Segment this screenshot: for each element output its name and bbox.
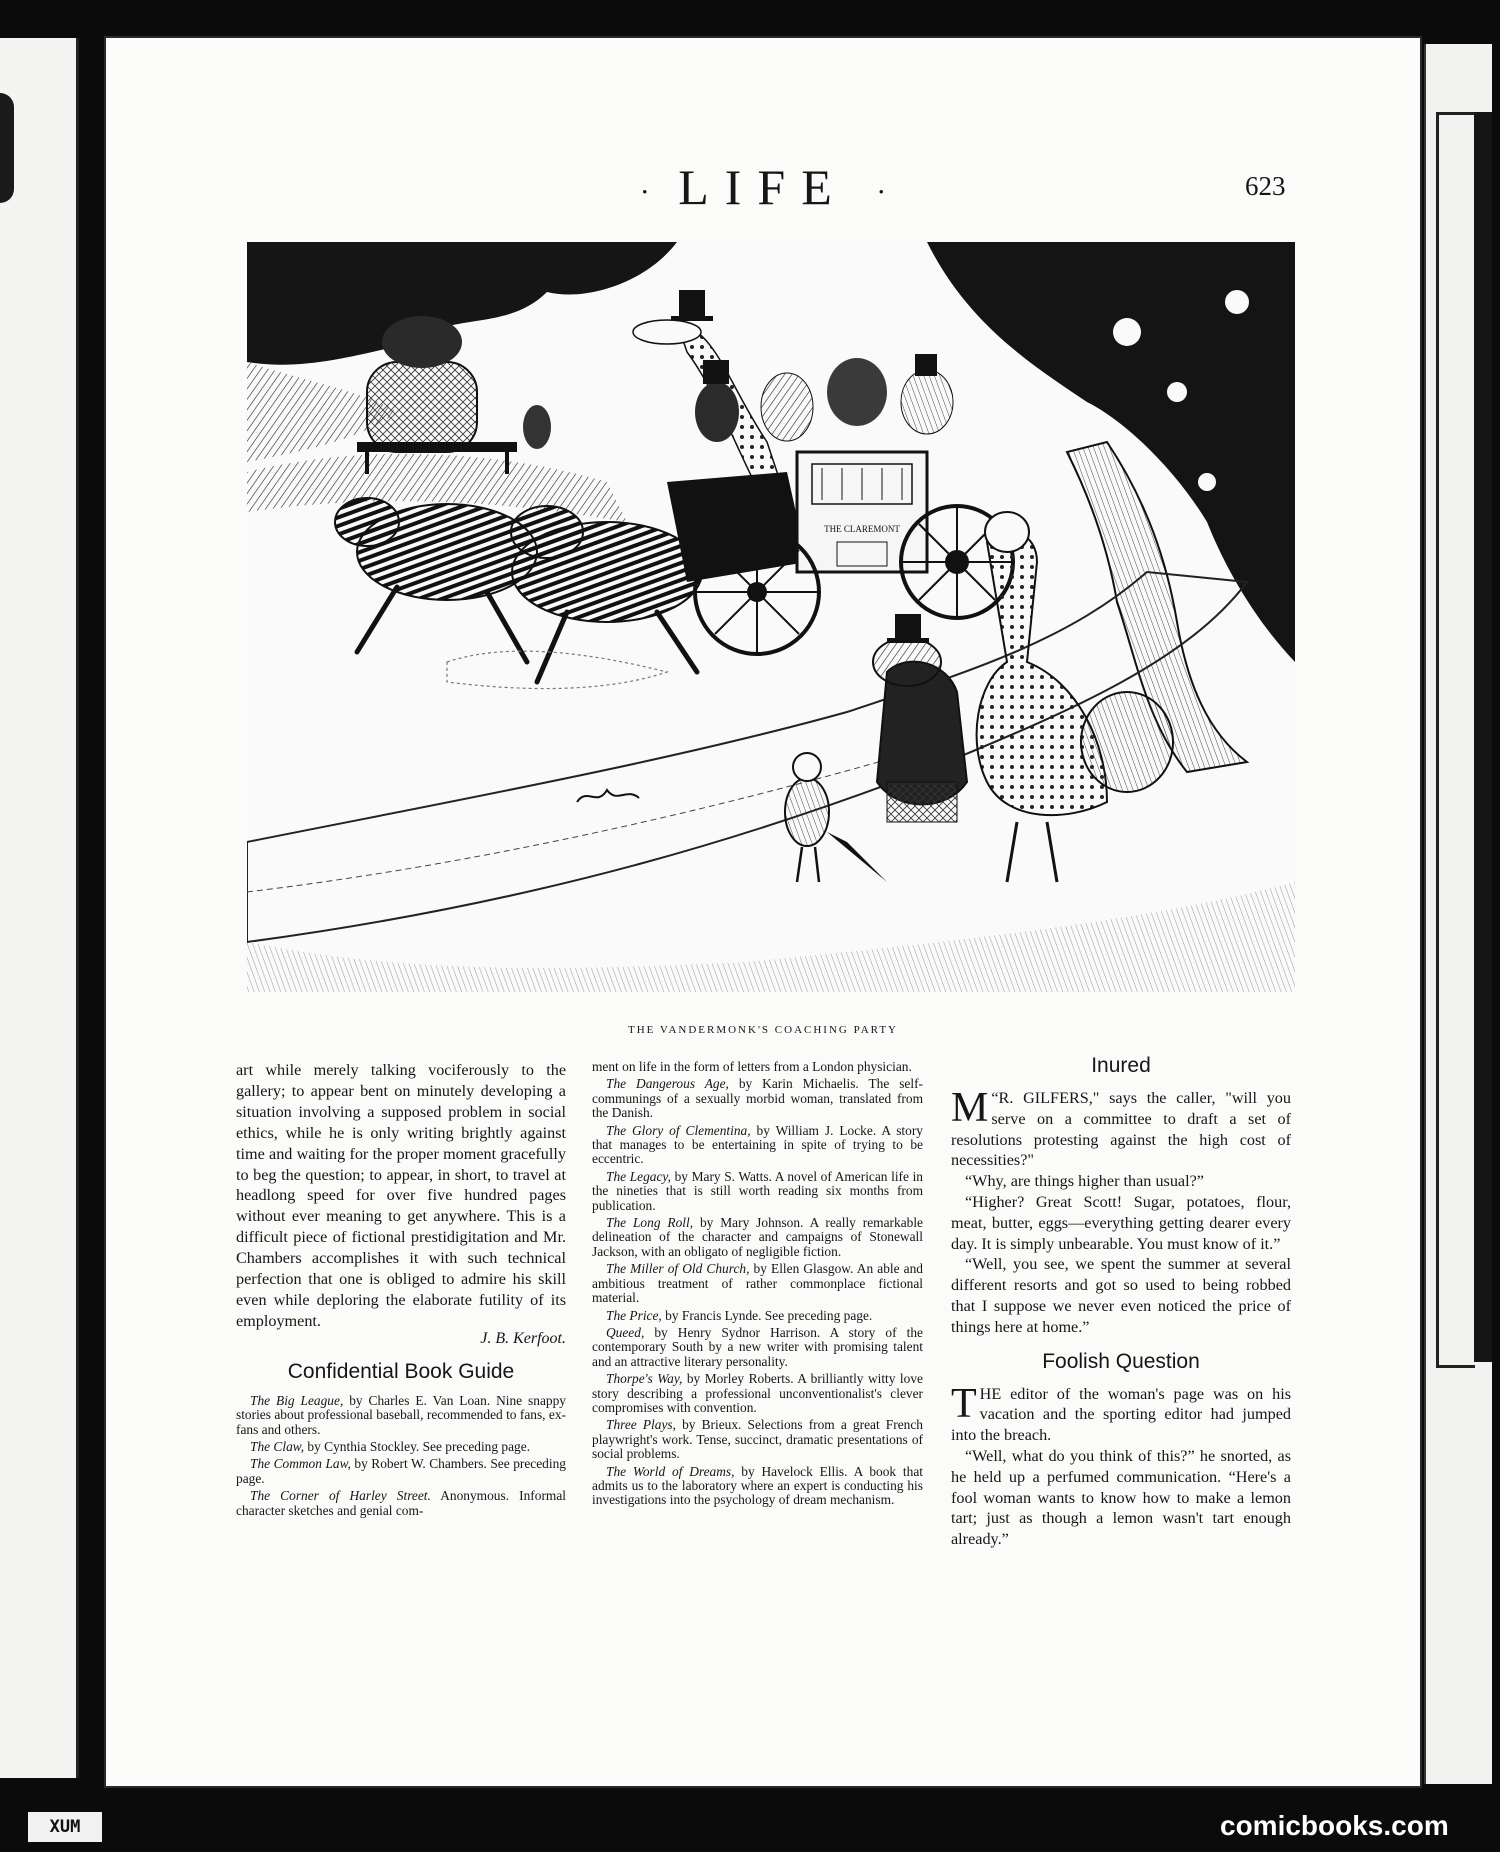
- foolish-question-dropcap: T: [951, 1380, 977, 1427]
- book-entry: [592, 1326, 923, 1369]
- masthead-dot-left: ·: [639, 175, 650, 209]
- book-title: The Dangerous Age,: [606, 1076, 729, 1092]
- book-entry: [592, 1465, 923, 1508]
- right-page-shadow: [1474, 112, 1492, 1362]
- left-page-edge: [0, 38, 79, 1778]
- book-title: The Long Roll,: [606, 1215, 694, 1231]
- book-entry: [236, 1457, 566, 1486]
- book-guide-heading: Confidential Book Guide: [287, 1359, 515, 1383]
- magazine-page: [104, 36, 1422, 1788]
- book-description: Anonymous. Informal character sketches and genial com-: [236, 1488, 566, 1518]
- book-description: by Ellen Glasgow. An able and ambitious treatment of rather commonplace fictional material.: [592, 1261, 923, 1306]
- inured-text: R. GILFERS," says the caller, "will you serve on a committee to draft a set of resolutions protesting against the high cost of necessities?": [951, 1089, 1291, 1170]
- foolish-question-heading: Foolish Question: [1042, 1349, 1200, 1373]
- monkey-passenger: [695, 382, 739, 442]
- book-entry-continuation: ment on life in the form of letters from a London physician.: [592, 1059, 912, 1074]
- book-description: by Robert W. Chambers. See preceding page.: [236, 1456, 566, 1486]
- review-text: art while merely talking vociferously to the gallery; to appear bent on minutely developing a situation involving a supposed problem in social ethics, while he is only writing brightly against time and waiting for the proper moment gracefully to beg the question; to appear, in short, to travel at headlong speed for over five hundred pages without ever meaning to get anywhere. This is a difficult piece of fictional prestidigitation and Mr. Chambers accomplishes it with such technical perfection that one is obliged to admire his skill even while deploring the elaborate futility of its employment.: [236, 1061, 566, 1330]
- book-entry: [592, 1077, 923, 1120]
- scan-badge: XUM: [28, 1812, 102, 1842]
- book-title: Three Plays,: [606, 1417, 676, 1433]
- foolish-question-text: HE editor of the woman's page was on his vacation and the sporting editor had jumped into the breach.: [951, 1384, 1291, 1445]
- column-left: [236, 1060, 566, 1521]
- inured-paragraph: “Why, are things higher than usual?”: [965, 1172, 1204, 1191]
- watermark: comicbooks.com: [1220, 1810, 1449, 1841]
- book-guide-list-left: [236, 1394, 566, 1518]
- left-page-ink-mark: [0, 93, 14, 203]
- page-number: 623: [1245, 171, 1286, 201]
- inured-heading: Inured: [1091, 1054, 1151, 1077]
- book-entry: [236, 1489, 566, 1518]
- book-description: by Henry Sydnor Harrison. A story of the contemporary South by a new writer with promising talent and an attractive literary personality.: [592, 1324, 923, 1369]
- book-title: The Glory of Clementina,: [606, 1122, 751, 1138]
- book-entry: [592, 1262, 923, 1305]
- illustration-caption: THE VANDERMONK'S COACHING PARTY: [627, 1024, 898, 1036]
- book-description: by Mary S. Watts. A novel of American life in the nineties that is still worth reading six months from publication.: [592, 1168, 923, 1213]
- column-middle: [592, 1060, 923, 1511]
- book-title: The Common Law,: [250, 1456, 351, 1472]
- book-entry: [592, 1418, 923, 1461]
- book-description: by Cynthia Stockley. See preceding page.: [304, 1439, 531, 1454]
- book-description: by Brieux. Selections from a great French playwright's work. Tense, succinct, dramatic presentations of social problems.: [592, 1417, 923, 1462]
- book-title: The Price,: [606, 1307, 662, 1323]
- book-title: The Claw,: [250, 1439, 305, 1454]
- foolish-question-paragraph: “Well, what do you think of this?” he snorted, as he held up a perfumed communication. “Here's a fool woman wants to know how to make a lemon tart; just as though a lemon wasn't tart enough already.”: [951, 1446, 1291, 1549]
- hippo-figure: [367, 362, 477, 452]
- book-description: by Francis Lynde. See preceding page.: [661, 1307, 873, 1323]
- book-title: The Miller of Old Church,: [606, 1261, 750, 1277]
- book-description: by William J. Locke. A story that manages to be entertaining in spite of trying to be eccentric.: [592, 1122, 923, 1167]
- book-title: Thorpe's Way,: [606, 1371, 683, 1387]
- column-right: [951, 1054, 1291, 1550]
- masthead-title: LIFE: [678, 159, 848, 215]
- coaching-party-illustration: [247, 242, 1295, 992]
- masthead: [106, 158, 1420, 216]
- book-description: by Karin Michaelis. The self-communings of a sexually morbid woman, translated from the Danish.: [592, 1076, 923, 1121]
- book-entry: [592, 1216, 923, 1259]
- foolish-question-paragraph: [951, 1380, 1291, 1446]
- book-title: Queed,: [606, 1324, 645, 1340]
- book-title: The Big League,: [250, 1392, 344, 1408]
- book-title: The Corner of Harley Street.: [250, 1488, 431, 1504]
- masthead-dot-right: ·: [876, 175, 887, 209]
- book-entry: [592, 1124, 923, 1167]
- inured-paragraph: [951, 1085, 1291, 1171]
- book-entry: [592, 1309, 923, 1323]
- inured-open-quote: “: [991, 1089, 999, 1107]
- book-entry: [236, 1440, 566, 1454]
- book-description: by Morley Roberts. A brilliantly witty love story describing a professional unconventionalist's clever compromises with convention.: [592, 1371, 923, 1415]
- right-page-border: [1436, 112, 1475, 1368]
- book-entry: [592, 1372, 923, 1415]
- book-description: by Mary Johnson. A really remarkable delineation of the character and campaigns of Stonewall Jackson, with an obligato of negligible fiction.: [592, 1215, 923, 1259]
- bear-passenger: [827, 358, 887, 426]
- right-page-edge: [1424, 44, 1492, 1784]
- book-title: The Legacy,: [606, 1168, 671, 1184]
- book-description: by Charles E. Van Loan. Nine snappy stories about professional baseball, recommended to fans, ex-fans and others.: [236, 1392, 566, 1437]
- inured-paragraph: “Higher? Great Scott! Sugar, potatoes, flour, meat, butter, eggs—everything getting dearer every day. It is simply unbearable. You must know of it.”: [951, 1192, 1291, 1253]
- book-entry: [236, 1394, 566, 1437]
- book-entry: [592, 1170, 923, 1213]
- bird-child-figure: [785, 778, 829, 846]
- book-description: by Havelock Ellis. A book that admits us to the laboratory where an expert is conducting his investigations into the psychology of dream mechanism.: [592, 1463, 923, 1508]
- illustration-drawing: [247, 242, 1295, 992]
- inured-dropcap: M: [951, 1085, 989, 1131]
- review-signature: J. B. Kerfoot.: [480, 1329, 566, 1347]
- book-title: The World of Dreams,: [606, 1463, 735, 1479]
- inured-paragraph: “Well, you see, we spent the summer at several different resorts and got so used to being robbed that I suppose we never even noticed the price of things here at home.”: [951, 1255, 1291, 1336]
- coach-sign: THE CLAREMONT: [824, 524, 900, 534]
